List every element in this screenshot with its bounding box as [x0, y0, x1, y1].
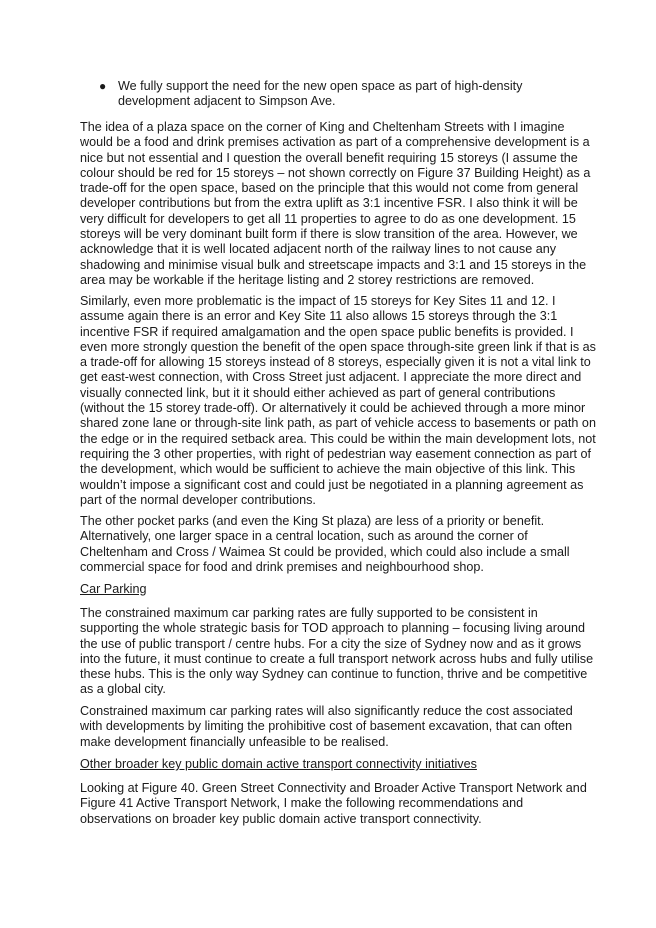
text-line: commercial space for food and drink premises and neighbourhood shop. — [80, 559, 484, 574]
bullet-text — [118, 79, 588, 110]
text-line: make development financially unfeasible to be realised. — [80, 734, 389, 749]
heading-active-transport: Other broader key public domain active transport connectivity initiatives — [80, 757, 477, 771]
text-line: Looking at Figure 40. Green Street Connectivity and Broader Active Transport Network and — [80, 781, 587, 795]
text-line: The constrained maximum car parking rates are fully supported to be consistent in — [80, 606, 538, 620]
text-line: The idea of a plaza space on the corner of King and Cheltenham Streets with I imagine — [80, 120, 565, 134]
paragraph-car-parking-rates — [80, 606, 594, 698]
heading-car-parking: Car Parking — [80, 582, 147, 596]
text-line: acknowledge that it is well located adjacent north of the railway lines to not cause any — [80, 242, 557, 257]
text-line: these hubs. This is the only way Sydney can continue to function, thrive and be competitive — [80, 667, 588, 682]
text-line: requiring the 3 other properties, with right of pedestrian way easement connection as part of — [80, 446, 592, 461]
text-line: colour should be red for 15 storeys – not shown correctly on Figure 37 Building Height) as a — [80, 165, 591, 180]
text-line: the edge or in the required setback area. This could be within the main development lots, not — [80, 431, 596, 446]
text-line: visually connected link, but it it should either achieved as part of general contributions — [80, 385, 556, 400]
paragraph-pocket-parks — [80, 514, 580, 575]
text-line: Figure 41 Active Transport Network, I make the following recommendations and — [80, 796, 524, 811]
text-line: a trade-off for allowing 15 storeys instead of 8 storeys, especially given it is not a vital link to — [80, 355, 591, 370]
text-line: development adjacent to Simpson Ave. — [118, 94, 336, 109]
text-line: supporting the whole strategic basis for TOD approach to planning – focusing living around — [80, 621, 585, 636]
paragraph-plaza — [80, 120, 591, 288]
text-line: part of the normal developer contributions. — [80, 492, 316, 507]
text-line: assume again there is an error and Key Site 11 also allows 15 storeys through the 3:1 — [80, 309, 558, 324]
paragraph-active-transport — [80, 781, 587, 827]
paragraph-basement-cost — [80, 704, 580, 750]
paragraph-key-sites — [80, 294, 596, 508]
text-line: the use of public transport / centre hubs. For a city the size of Sydney now and as it grows — [80, 636, 582, 651]
text-line: even more strongly question the benefit of the open space through-site green link if that is as — [80, 339, 596, 354]
text-line: area may be workable if the heritage listing and 2 storey restrictions are removed. — [80, 272, 535, 287]
text-line: into the future, it must continue to create a full transport network across hubs and fully utilise — [80, 651, 594, 666]
text-line: observations on broader key public domain active transport connectivity. — [80, 811, 482, 826]
text-line: the development, which would be sufficient to achieve the main objective of this link. This — [80, 462, 576, 477]
text-line: nice but not essential and I question the overall benefit requiring 15 storeys (I assume the — [80, 150, 578, 165]
text-line: trade-off for the open space, based on the principle that this would not come from general — [80, 181, 579, 196]
text-line: Cheltenham and Cross / Waimea St could be provided, which could also include a small — [80, 544, 570, 559]
bullet-icon: ● — [99, 79, 107, 93]
text-line: shared zone lane or through-site link path, as part of vehicle access to basements or path on — [80, 416, 596, 431]
text-line: would be a food and drink premises activation as part of a comprehensive development is a — [80, 135, 590, 150]
text-line: very difficult for developers to get all 11 properties to agree to do as one development. 15 — [80, 211, 576, 226]
text-line: We fully support the need for the new open space as part of high-density — [118, 79, 523, 93]
text-line: as a global city. — [80, 682, 166, 697]
text-line: incentive FSR if required amalgamation and the open space public benefits is provided. I — [80, 324, 574, 339]
text-line: developer contributions but from the extra uplift as 3:1 incentive FSR. I also think it will be — [80, 196, 578, 211]
text-line: Constrained maximum car parking rates will also significantly reduce the cost associated — [80, 704, 573, 718]
text-line: storeys will be very dominant built form if there is slow transition of the area. However, we — [80, 227, 578, 242]
text-line: Alternatively, one larger space in a central location, such as around the corner of — [80, 529, 528, 544]
text-line: Similarly, even more problematic is the impact of 15 storeys for Key Sites 11 and 12. I — [80, 294, 556, 308]
text-line: shadowing and minimise visual bulk and streetscape impacts and 3:1 and 15 storeys in the — [80, 257, 587, 272]
text-line: wouldn’t impose a significant cost and could just be negotiated in a planning agreement as — [80, 477, 584, 492]
text-line: get east-west connection, with Cross Street just adjacent. I appreciate the more direct and — [80, 370, 582, 385]
text-line: with developments by limiting the prohibitive cost of basement excavation, that can often — [80, 719, 573, 734]
text-line: (without the 15 storey trade-off). Or alternatively it could be achieved through a more minor — [80, 401, 586, 416]
text-line: The other pocket parks (and even the King St plaza) are less of a priority or benefit. — [80, 514, 545, 528]
